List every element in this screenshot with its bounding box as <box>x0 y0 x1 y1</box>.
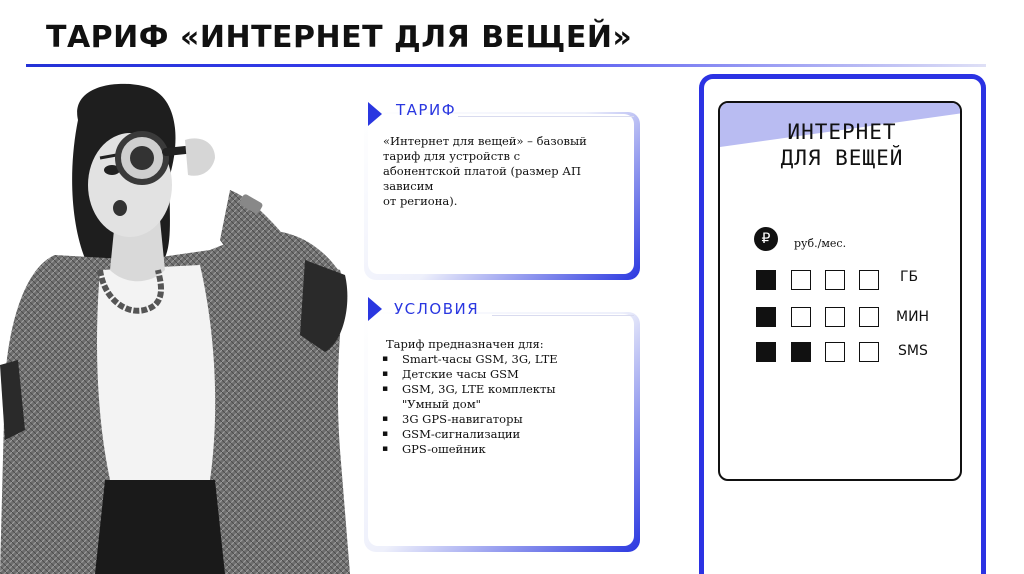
card-title-line: ИНТЕРНЕТ <box>787 120 897 144</box>
description-line: тариф для устройств с <box>383 149 521 163</box>
list-item: ▪ Детские часы GSM <box>378 367 628 382</box>
description-line: от региона). <box>383 194 458 208</box>
triangle-marker-icon <box>368 297 382 321</box>
divider <box>458 116 634 117</box>
list-item: ▪ 3G GPS-навигаторы <box>378 412 628 427</box>
tariff-description <box>383 134 628 209</box>
divider <box>492 315 634 316</box>
section-label-conditions: УСЛОВИЯ <box>394 300 480 318</box>
allowance-square-empty <box>859 270 879 290</box>
description-line: «Интернет для вещей» – базовый <box>383 134 587 148</box>
allowance-square-filled <box>791 342 811 362</box>
conditions-list <box>378 337 628 457</box>
title-underline <box>26 64 986 67</box>
row-label-gb: ГБ <box>900 269 919 285</box>
allowance-square-empty <box>859 342 879 362</box>
ruble-icon: ₽ <box>754 227 778 251</box>
woman-with-magnifier-photo <box>0 80 360 574</box>
device-list <box>378 352 628 457</box>
allowance-square-empty <box>825 270 845 290</box>
row-label-min: МИН <box>896 309 930 325</box>
conditions-intro: Тариф предназначен для: <box>386 337 544 351</box>
page-title: ТАРИФ «ИНТЕРНЕТ ДЛЯ ВЕЩЕЙ» <box>46 20 633 55</box>
list-item: ▪ Smart-часы GSM, 3G, LTE <box>378 352 628 367</box>
allowance-square-empty <box>791 270 811 290</box>
allowance-square-empty <box>859 307 879 327</box>
allowance-square-filled <box>756 342 776 362</box>
description-line: абонентской платой (размер АП <box>383 164 581 178</box>
list-item: ▪ GSM-сигнализации <box>378 427 628 442</box>
allowance-square-empty <box>825 342 845 362</box>
price-unit: руб./мес. <box>794 237 847 250</box>
description-line: зависим <box>383 179 434 193</box>
list-item: ▪ GSM, 3G, LTE комплекты "Умный дом" <box>378 382 592 412</box>
allowance-square-empty <box>825 307 845 327</box>
allowance-square-filled <box>756 307 776 327</box>
allowance-square-filled <box>756 270 776 290</box>
triangle-marker-icon <box>368 102 382 126</box>
section-label-tariff: ТАРИФ <box>396 101 457 119</box>
row-label-sms: SMS <box>898 343 928 359</box>
card-title-line: ДЛЯ ВЕЩЕЙ <box>780 146 904 170</box>
card-title <box>720 119 962 171</box>
list-item: ▪ GPS-ошейник <box>378 442 628 457</box>
allowance-square-empty <box>791 307 811 327</box>
tariff-card <box>718 101 962 481</box>
